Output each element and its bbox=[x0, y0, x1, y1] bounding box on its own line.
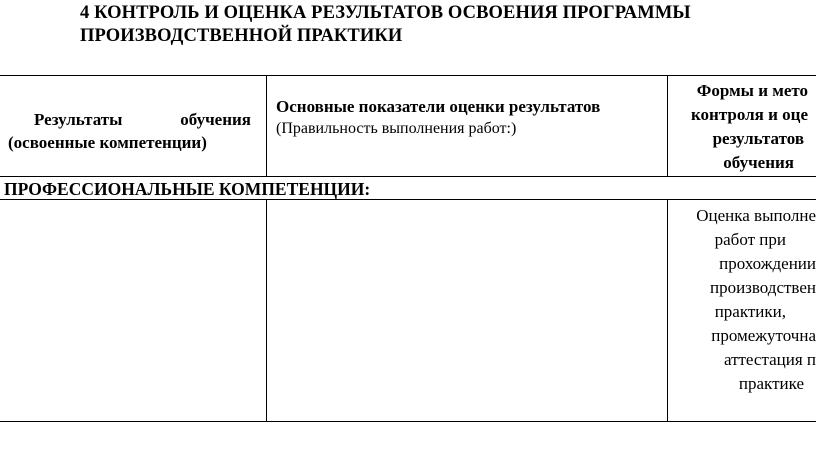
header-learning-results-line2: (освоенные компетенции) bbox=[8, 133, 207, 152]
row1-control-forms-line7: аттестация п bbox=[723, 350, 816, 369]
table-col-divider-1 bbox=[266, 75, 267, 176]
row1-control-forms-line2: работ при bbox=[714, 230, 786, 249]
row1-control-forms-line6: промежуточна bbox=[711, 326, 816, 345]
header-control-forms-line4: обучения bbox=[723, 153, 794, 172]
header-control-forms bbox=[676, 79, 808, 175]
table-top-border bbox=[0, 75, 816, 76]
header-learning-results-word2: обучения bbox=[180, 110, 251, 129]
table-header-divider bbox=[0, 176, 816, 177]
document-heading bbox=[80, 2, 816, 48]
header-control-forms-line2: контроля и оце bbox=[690, 105, 808, 124]
section-professional-competencies: ПРОФЕССИОНАЛЬНЫЕ КОМПЕТЕНЦИИ: bbox=[4, 179, 371, 199]
heading-line-2: ПРОИЗВОДСТВЕННОЙ ПРАКТИКИ bbox=[80, 26, 403, 46]
header-learning-results bbox=[8, 108, 251, 154]
row1-control-forms-line4: производствен bbox=[709, 278, 816, 297]
header-control-forms-line3: результатов bbox=[712, 129, 804, 148]
header-control-forms-line1: Формы и мето bbox=[696, 81, 808, 100]
table-col-divider-1-lower bbox=[266, 199, 267, 421]
heading-line-1: 4 КОНТРОЛЬ И ОЦЕНКА РЕЗУЛЬТАТОВ ОСВОЕНИЯ ПРОГРАММЫ bbox=[80, 3, 691, 23]
row1-control-forms-line8: практике bbox=[738, 374, 804, 393]
row1-control-forms-line5: практики, bbox=[714, 302, 786, 321]
table-bottom-border bbox=[0, 421, 816, 422]
row1-control-forms-line3: прохождении bbox=[719, 254, 816, 273]
row1-control-forms bbox=[668, 204, 816, 396]
header-indicators-title: Основные показатели оценки результатов bbox=[276, 97, 601, 116]
table-col-divider-2 bbox=[667, 75, 668, 176]
header-indicators bbox=[276, 96, 666, 140]
header-learning-results-word1: Результаты bbox=[34, 110, 123, 129]
header-indicators-subtitle: (Правильность выполнения работ:) bbox=[276, 120, 517, 137]
row1-control-forms-line1: Оценка выполне bbox=[696, 206, 816, 225]
